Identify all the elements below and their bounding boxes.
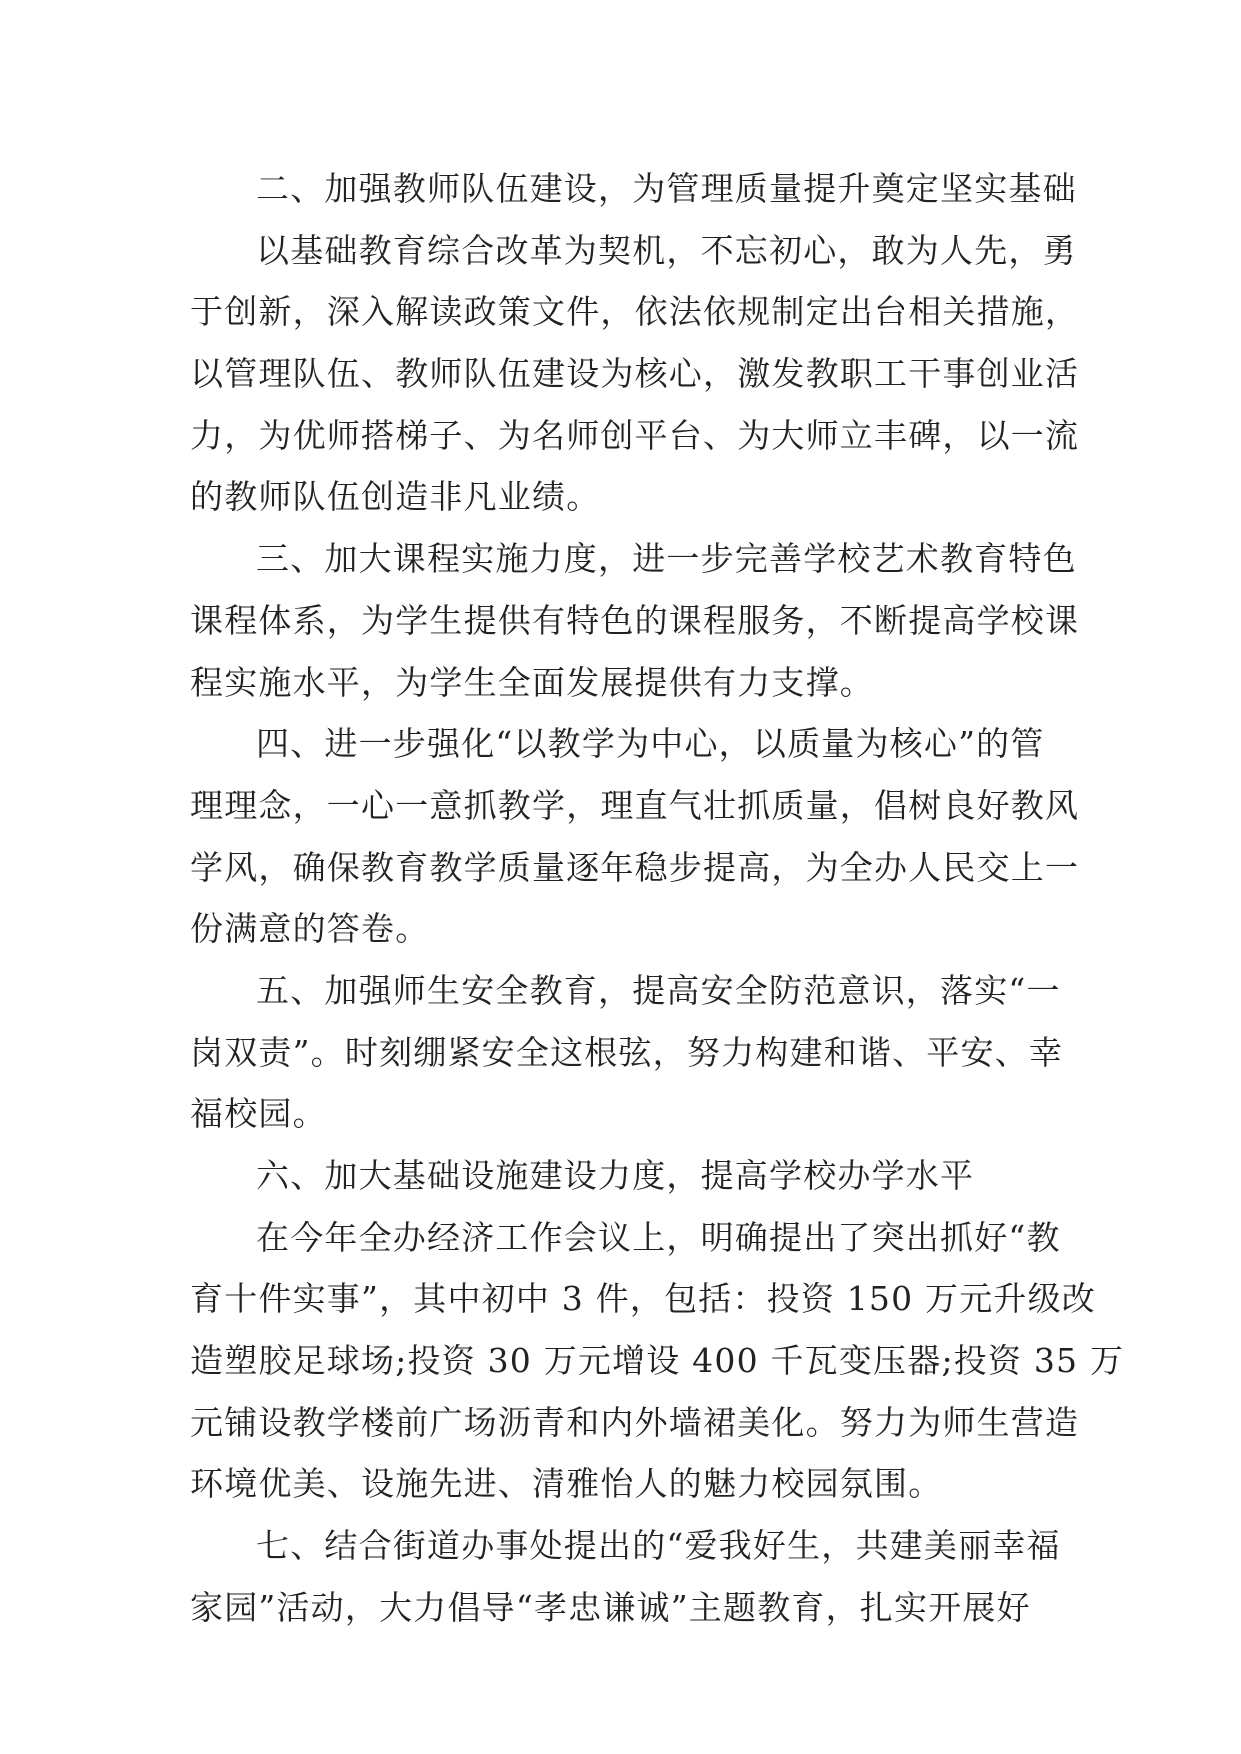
text-line: 三、加大课程实施力度，进一步完善学校艺术教育特色 [256,539,1077,579]
text-line: 元铺设教学楼前广场沥青和内外墙裙美化。努力为师生营造 [190,1402,1080,1442]
text-line: 课程体系，为学生提供有特色的课程服务，不断提高学校课 [190,600,1080,640]
document-body [190,158,1125,1639]
text-line: 四、进一步强化“以教学为中心，以质量为核心”的管 [256,724,1045,764]
text-line: 岗双责”。时刻绷紧安全这根弦，努力构建和谐、平安、幸 [190,1032,1064,1072]
text-line: 育十件实事”，其中初中 3 件，包括：投资 150 万元升级改 [190,1279,1097,1319]
text-line: 程实施水平，为学生全面发展提供有力支撑。 [190,662,874,702]
text-line: 理理念，一心一意抓教学，理直气壮抓质量，倡树良好教风 [190,785,1080,825]
text-line: 的教师队伍创造非凡业绩。 [190,477,601,517]
text-line: 二、加强教师队伍建设，为管理质量提升奠定坚实基础 [256,169,1077,208]
text-line: 以基础教育综合改革为契机，不忘初心，敢为人先，勇 [256,230,1077,270]
text-line: 力，为优师搭梯子、为名师创平台、为大师立丰碑，以一流 [190,415,1080,455]
text-line: 环境优美、设施先进、清雅怡人的魅力校园氛围。 [190,1464,943,1504]
text-line: 以管理队伍、教师队伍建设为核心，激发教职工干事创业活 [190,354,1080,394]
text-line: 家园”活动，大力倡导“孝忠谦诚”主题教育，扎实开展好 [190,1587,1031,1627]
text-line: 造塑胶足球场;投资 30 万元增设 400 千瓦变压器;投资 35 万 [190,1341,1125,1381]
text-line: 于创新，深入解读政策文件，依法依规制定出台相关措施， [190,292,1080,332]
text-line: 七、结合街道办事处提出的“爱我好生，共建美丽幸福 [256,1526,1061,1566]
text-line: 五、加强师生安全教育，提高安全防范意识，落实“一 [256,970,1061,1010]
text-line: 六、加大基础设施建设力度，提高学校办学水平 [256,1156,975,1195]
text-line: 份满意的答卷。 [190,909,430,949]
text-line: 福校园。 [190,1094,327,1134]
text-line: 在今年全办经济工作会议上，明确提出了突出抓好“教 [256,1217,1061,1257]
text-line: 学风，确保教育教学质量逐年稳步提高，为全办人民交上一 [190,847,1080,887]
